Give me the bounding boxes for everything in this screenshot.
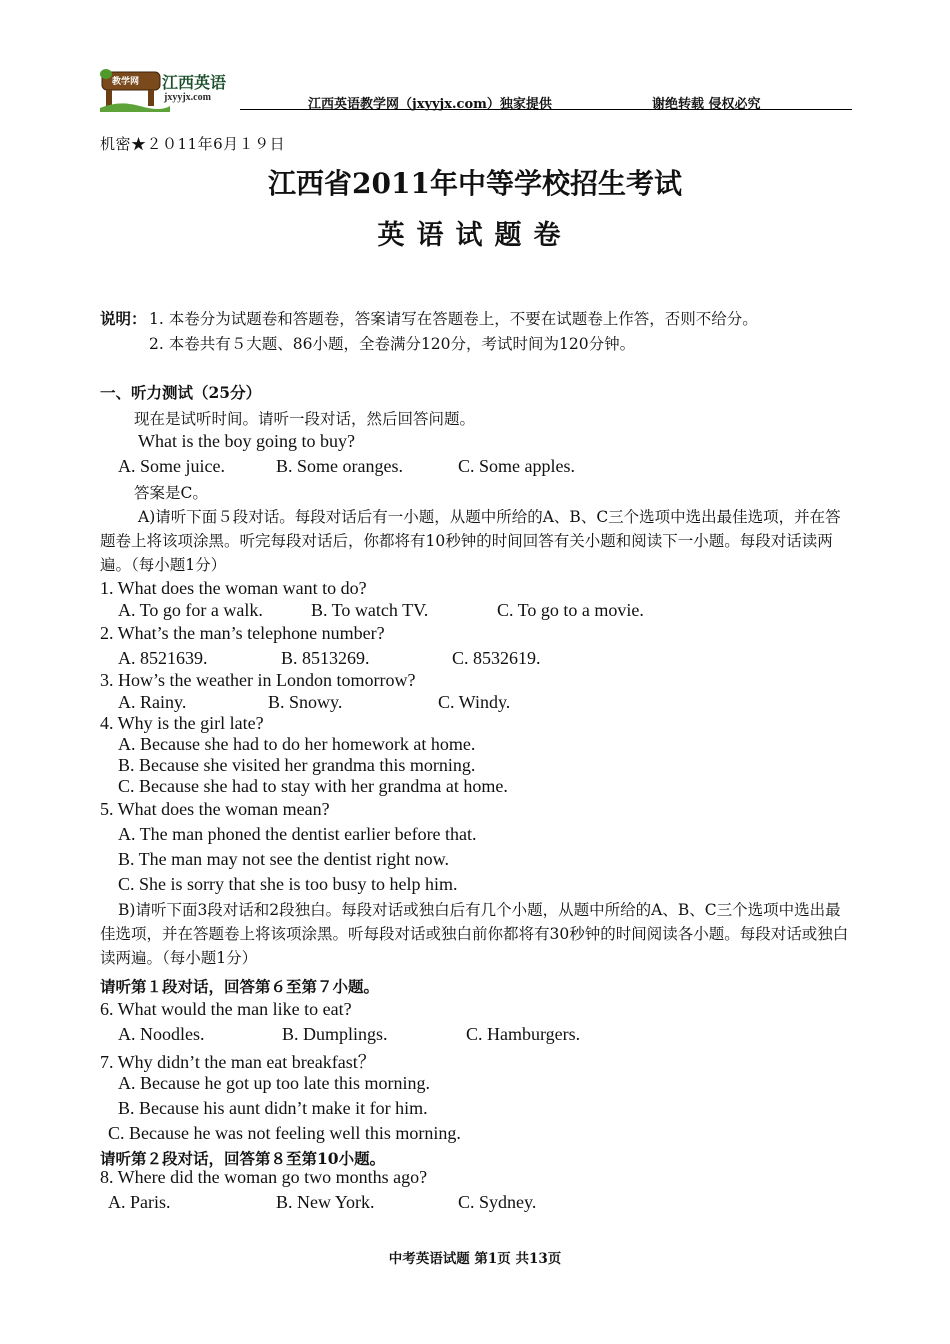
q7-option-b: B. Because his aunt didn’t make it for him.	[118, 1098, 428, 1118]
trial-question: What is the boy going to buy?	[138, 431, 355, 451]
q3-option-c: C. Windy.	[438, 692, 511, 712]
q8-option-b: B. New York.	[276, 1192, 375, 1212]
trial-option-c: C. Some apples.	[458, 456, 575, 476]
confidential-date: 机密★２０11年6月１９日	[100, 135, 286, 153]
trial-option-b: B. Some oranges.	[276, 456, 403, 476]
dialog-2-intro: 请听第２段对话，回答第８至第10小题。	[100, 1149, 386, 1168]
q3-option-b: B. Snowy.	[268, 692, 343, 712]
exam-title: 江西省2011年中等学校招生考试	[268, 167, 682, 200]
trial-option-a: A. Some juice.	[118, 456, 225, 476]
trial-answer: 答案是C。	[134, 484, 208, 502]
part-b-instructions: B)请听下面3段对话和2段独白。每段对话或独白后有几个小题，从题中所给的A、B、C三个选项中选出最佳选项，并在答题卷上将该项涂黑。听每段对话或独白前你都将有30秒钟的时间阅读各小题。每段对话或独白读两遍。（每小题1分）	[100, 901, 849, 967]
q7-option-a: A. Because he got up too late this morning.	[118, 1073, 430, 1093]
q4-option-b: B. Because she visited her grandma this morning.	[118, 755, 476, 775]
header-rights: 谢绝转载 侵权必究	[652, 97, 761, 112]
question-4: 4. Why is the girl late?	[100, 713, 264, 733]
q7-option-c: C. Because he was not feeling well this morning.	[108, 1123, 461, 1143]
q6-option-c: C. Hamburgers.	[466, 1024, 581, 1044]
q8-option-a: A. Paris.	[108, 1192, 171, 1212]
logo-name: 江西英语	[162, 73, 227, 92]
dialog-1-intro: 请听第１段对话，回答第６至第７小题。	[100, 977, 380, 996]
q5-option-b: B. The man may not see the dentist right now.	[118, 849, 449, 869]
q5-option-c: C. She is sorry that she is too busy to help him.	[118, 874, 458, 894]
part-a-instructions: A)请听下面５段对话。每段对话后有一小题，从题中所给的A、B、C三个选项中选出最佳选项，并在答题卷上将该项涂黑。听完每段对话后，你都将有10秒钟的时间回答有关小题和阅读下一小题。每段对话读两遍。（每小题1分）	[100, 508, 841, 574]
header-source: 江西英语教学网（jxyyjx.com）独家提供	[308, 97, 552, 112]
q3-option-a: A. Rainy.	[118, 692, 187, 712]
q1-option-c: C. To go to a movie.	[497, 600, 644, 620]
q1-option-b: B. To watch TV.	[311, 600, 429, 620]
q8-option-c: C. Sydney.	[458, 1192, 537, 1212]
trial-intro: 现在是试听时间。请听一段对话，然后回答问题。	[134, 410, 476, 428]
q4-option-c: C. Because she had to stay with her grandma at home.	[118, 776, 508, 796]
question-2: 2. What’s the man’s telephone number?	[100, 623, 385, 643]
question-1: 1. What does the woman want to do?	[100, 578, 367, 598]
exam-subtitle: 英语试题卷	[377, 220, 573, 251]
question-3: 3. How’s the weather in London tomorrow?	[100, 670, 416, 690]
q2-option-a: A. 8521639.	[118, 648, 208, 668]
site-logo	[100, 66, 240, 112]
notes-line-2: 2. 本卷共有５大题、86小题，全卷满分120分，考试时间为120分钟。	[149, 335, 636, 353]
question-6: 6. What would the man like to eat?	[100, 999, 352, 1019]
notes-label: 说明：	[100, 309, 147, 328]
q6-option-b: B. Dumplings.	[282, 1024, 388, 1044]
question-5: 5. What does the woman mean?	[100, 799, 330, 819]
logo-badge-text: 教学网	[112, 76, 140, 86]
section-heading-listening: 一、听力测试（25分）	[100, 383, 262, 402]
q5-option-a: A. The man phoned the dentist earlier before that.	[118, 824, 477, 844]
question-7: 7. Why didn’t the man eat breakfast？	[100, 1052, 376, 1072]
notes-line-1: 1. 本卷分为试题卷和答题卷，答案请写在答题卷上，不要在试题卷上作答，否则不给分。	[149, 310, 758, 328]
q4-option-a: A. Because she had to do her homework at home.	[118, 734, 476, 754]
q6-option-a: A. Noodles.	[118, 1024, 205, 1044]
q2-option-c: C. 8532619.	[452, 648, 541, 668]
logo-url: jxyyjx.com	[164, 92, 211, 103]
q2-option-b: B. 8513269.	[281, 648, 370, 668]
page-footer: 中考英语试题 第1页 共13页	[388, 1251, 562, 1267]
q1-option-a: A. To go for a walk.	[118, 600, 263, 620]
question-8: 8. Where did the woman go two months ago?	[100, 1167, 428, 1187]
